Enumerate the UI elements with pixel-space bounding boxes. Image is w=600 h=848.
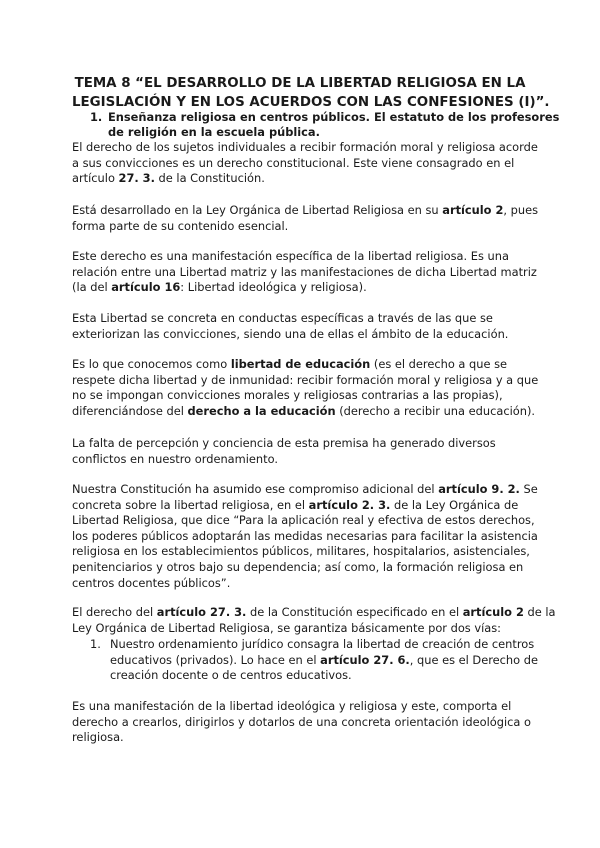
bold-reference: 27. 3. <box>118 171 155 186</box>
paragraph-line <box>72 280 532 296</box>
paragraph-line: Este derecho es una manifestación específica de la libertad religiosa. Es una <box>72 249 509 263</box>
paragraph-line <box>72 171 532 187</box>
bold-reference: artículo 27. 3. <box>156 605 247 619</box>
paragraph-line: no se impongan convicciones morales y religiosas contrarias a las propias), <box>72 388 503 403</box>
paragraph-line <box>72 403 536 420</box>
paragraph-line: Es una manifestación de la libertad ideológica y religiosa y este, comporta el <box>72 699 512 713</box>
bold-reference: artículo 9. 2. <box>438 482 520 496</box>
paragraph-line: exteriorizan las convicciones, siendo una de ellas el ámbito de la educación. <box>72 326 509 341</box>
paragraph-1 <box>72 140 538 187</box>
bold-reference: artículo 2 <box>442 203 504 217</box>
paragraph-line: Esta Libertad se concreta en conductas específicas a través de las que se <box>72 311 493 325</box>
text-run: , que es el Derecho de <box>409 652 538 667</box>
text-run: de la Constitución especificado en el <box>246 605 463 619</box>
list-item-body <box>110 637 538 684</box>
paragraph-line: conflictos en nuestro ordenamiento. <box>72 451 278 466</box>
text-run: de la Ley Orgánica de <box>390 497 519 512</box>
paragraph-6 <box>72 436 532 467</box>
bold-reference: artículo 16 <box>111 280 181 295</box>
text-run: El derecho del <box>72 605 157 619</box>
paragraph-3 <box>72 249 537 296</box>
text-run: educativos (privados). Lo hace en el <box>110 652 321 667</box>
paragraph-8 <box>72 605 556 636</box>
section-number: 1. <box>90 110 103 124</box>
paragraph-line <box>72 498 532 514</box>
bold-term: libertad de educación <box>230 357 371 371</box>
paragraph-line: Ley Orgánica de Libertad Religiosa, se garantiza básicamente por dos vías: <box>72 620 502 635</box>
text-run: : Libertad ideológica y religiosa). <box>180 280 367 295</box>
text-run: concreta sobre la libertad religiosa, en el <box>72 497 309 512</box>
bold-reference: artículo 27. 6. <box>320 652 410 667</box>
list-line: creación docente o de centros educativos. <box>110 668 352 683</box>
list-number: 1. <box>90 637 101 651</box>
text-run: Se <box>519 482 538 496</box>
text-run: Está desarrollado en la Ley Orgánica de Libertad Religiosa en su <box>72 203 443 217</box>
text-run: artículo <box>72 171 119 186</box>
paragraph-line: La falta de percepción y conciencia de esta premisa ha generado diversos <box>72 436 496 450</box>
paragraph-2 <box>72 203 539 234</box>
paragraph-line: respete dicha libertad y de inmunidad: recibir formación moral y religiosa y a que <box>72 372 539 387</box>
list-line: Nuestro ordenamiento jurídico consagra la libertad de creación de centros <box>110 637 535 651</box>
text-run: diferenciándose del <box>72 403 188 418</box>
text-run: (es el derecho a que se <box>370 357 508 371</box>
text-run: Es lo que conocemos como <box>72 357 231 371</box>
text-run: de la <box>523 605 556 619</box>
paragraph-9 <box>72 699 532 746</box>
paragraph-line: los poderes públicos adoptarán las medidas necesarias para facilitar la asistencia <box>72 528 538 543</box>
title-line-1: TEMA 8 “EL DESARROLLO DE LA LIBERTAD RELIGIOSA EN LA <box>74 76 526 91</box>
text-run: de la Constitución. <box>154 171 265 186</box>
paragraph-line: religiosa en los establecimientos públicos, militares, hospitalarios, asistenciales, <box>72 544 530 559</box>
page-title <box>72 74 550 112</box>
paragraph-line <box>72 203 539 219</box>
paragraph-line <box>72 357 532 373</box>
text-run: Nuestra Constitución ha asumido ese compromiso adicional del <box>72 482 439 496</box>
text-run: (derecho a recibir una educación). <box>335 403 536 418</box>
paragraph-line: forma parte de su contenido esencial. <box>72 218 289 233</box>
text-run: , pues <box>503 203 539 217</box>
paragraph-7 <box>72 482 538 591</box>
paragraph-line: religiosa. <box>72 730 124 745</box>
paragraph-line: El derecho de los sujetos individuales a recibir formación moral y religiosa acorde <box>72 140 538 154</box>
paragraph-line: derecho a crearlos, dirigirlos y dotarlos de una concreta orientación ideológica o <box>72 714 531 729</box>
list-line <box>110 652 538 669</box>
text-run: (la del <box>72 280 112 295</box>
bold-reference: artículo 2. 3. <box>308 497 391 512</box>
paragraph-line: penitenciarios y otros bajo su dependencia; así como, la formación religiosa en <box>72 559 524 574</box>
title-line-2: LEGISLACIÓN Y EN LOS ACUERDOS CON LAS CONFESIONES (I)”. <box>72 95 550 110</box>
paragraph-line: centros docentes públicos”. <box>72 575 231 590</box>
bold-reference: artículo 2 <box>462 605 524 619</box>
paragraph-4 <box>72 311 532 342</box>
paragraph-line: a sus convicciones es un derecho constitucional. Este viene consagrado en el <box>72 155 515 170</box>
paragraph-line <box>72 482 538 498</box>
bold-term: derecho a la educación <box>187 403 336 418</box>
paragraph-line: Libertad Religiosa, que dice “Para la aplicación real y efectiva de estos derechos, <box>72 513 535 528</box>
paragraph-5 <box>72 357 539 419</box>
section-heading-line-1: Enseñanza religiosa en centros públicos. El estatuto de los profesores <box>108 110 560 124</box>
section-heading-line-2: de religión en la escuela pública. <box>108 125 320 139</box>
paragraph-line <box>72 605 556 621</box>
paragraph-line: relación entre una Libertad matriz y las manifestaciones de dicha Libertad matriz <box>72 264 537 279</box>
